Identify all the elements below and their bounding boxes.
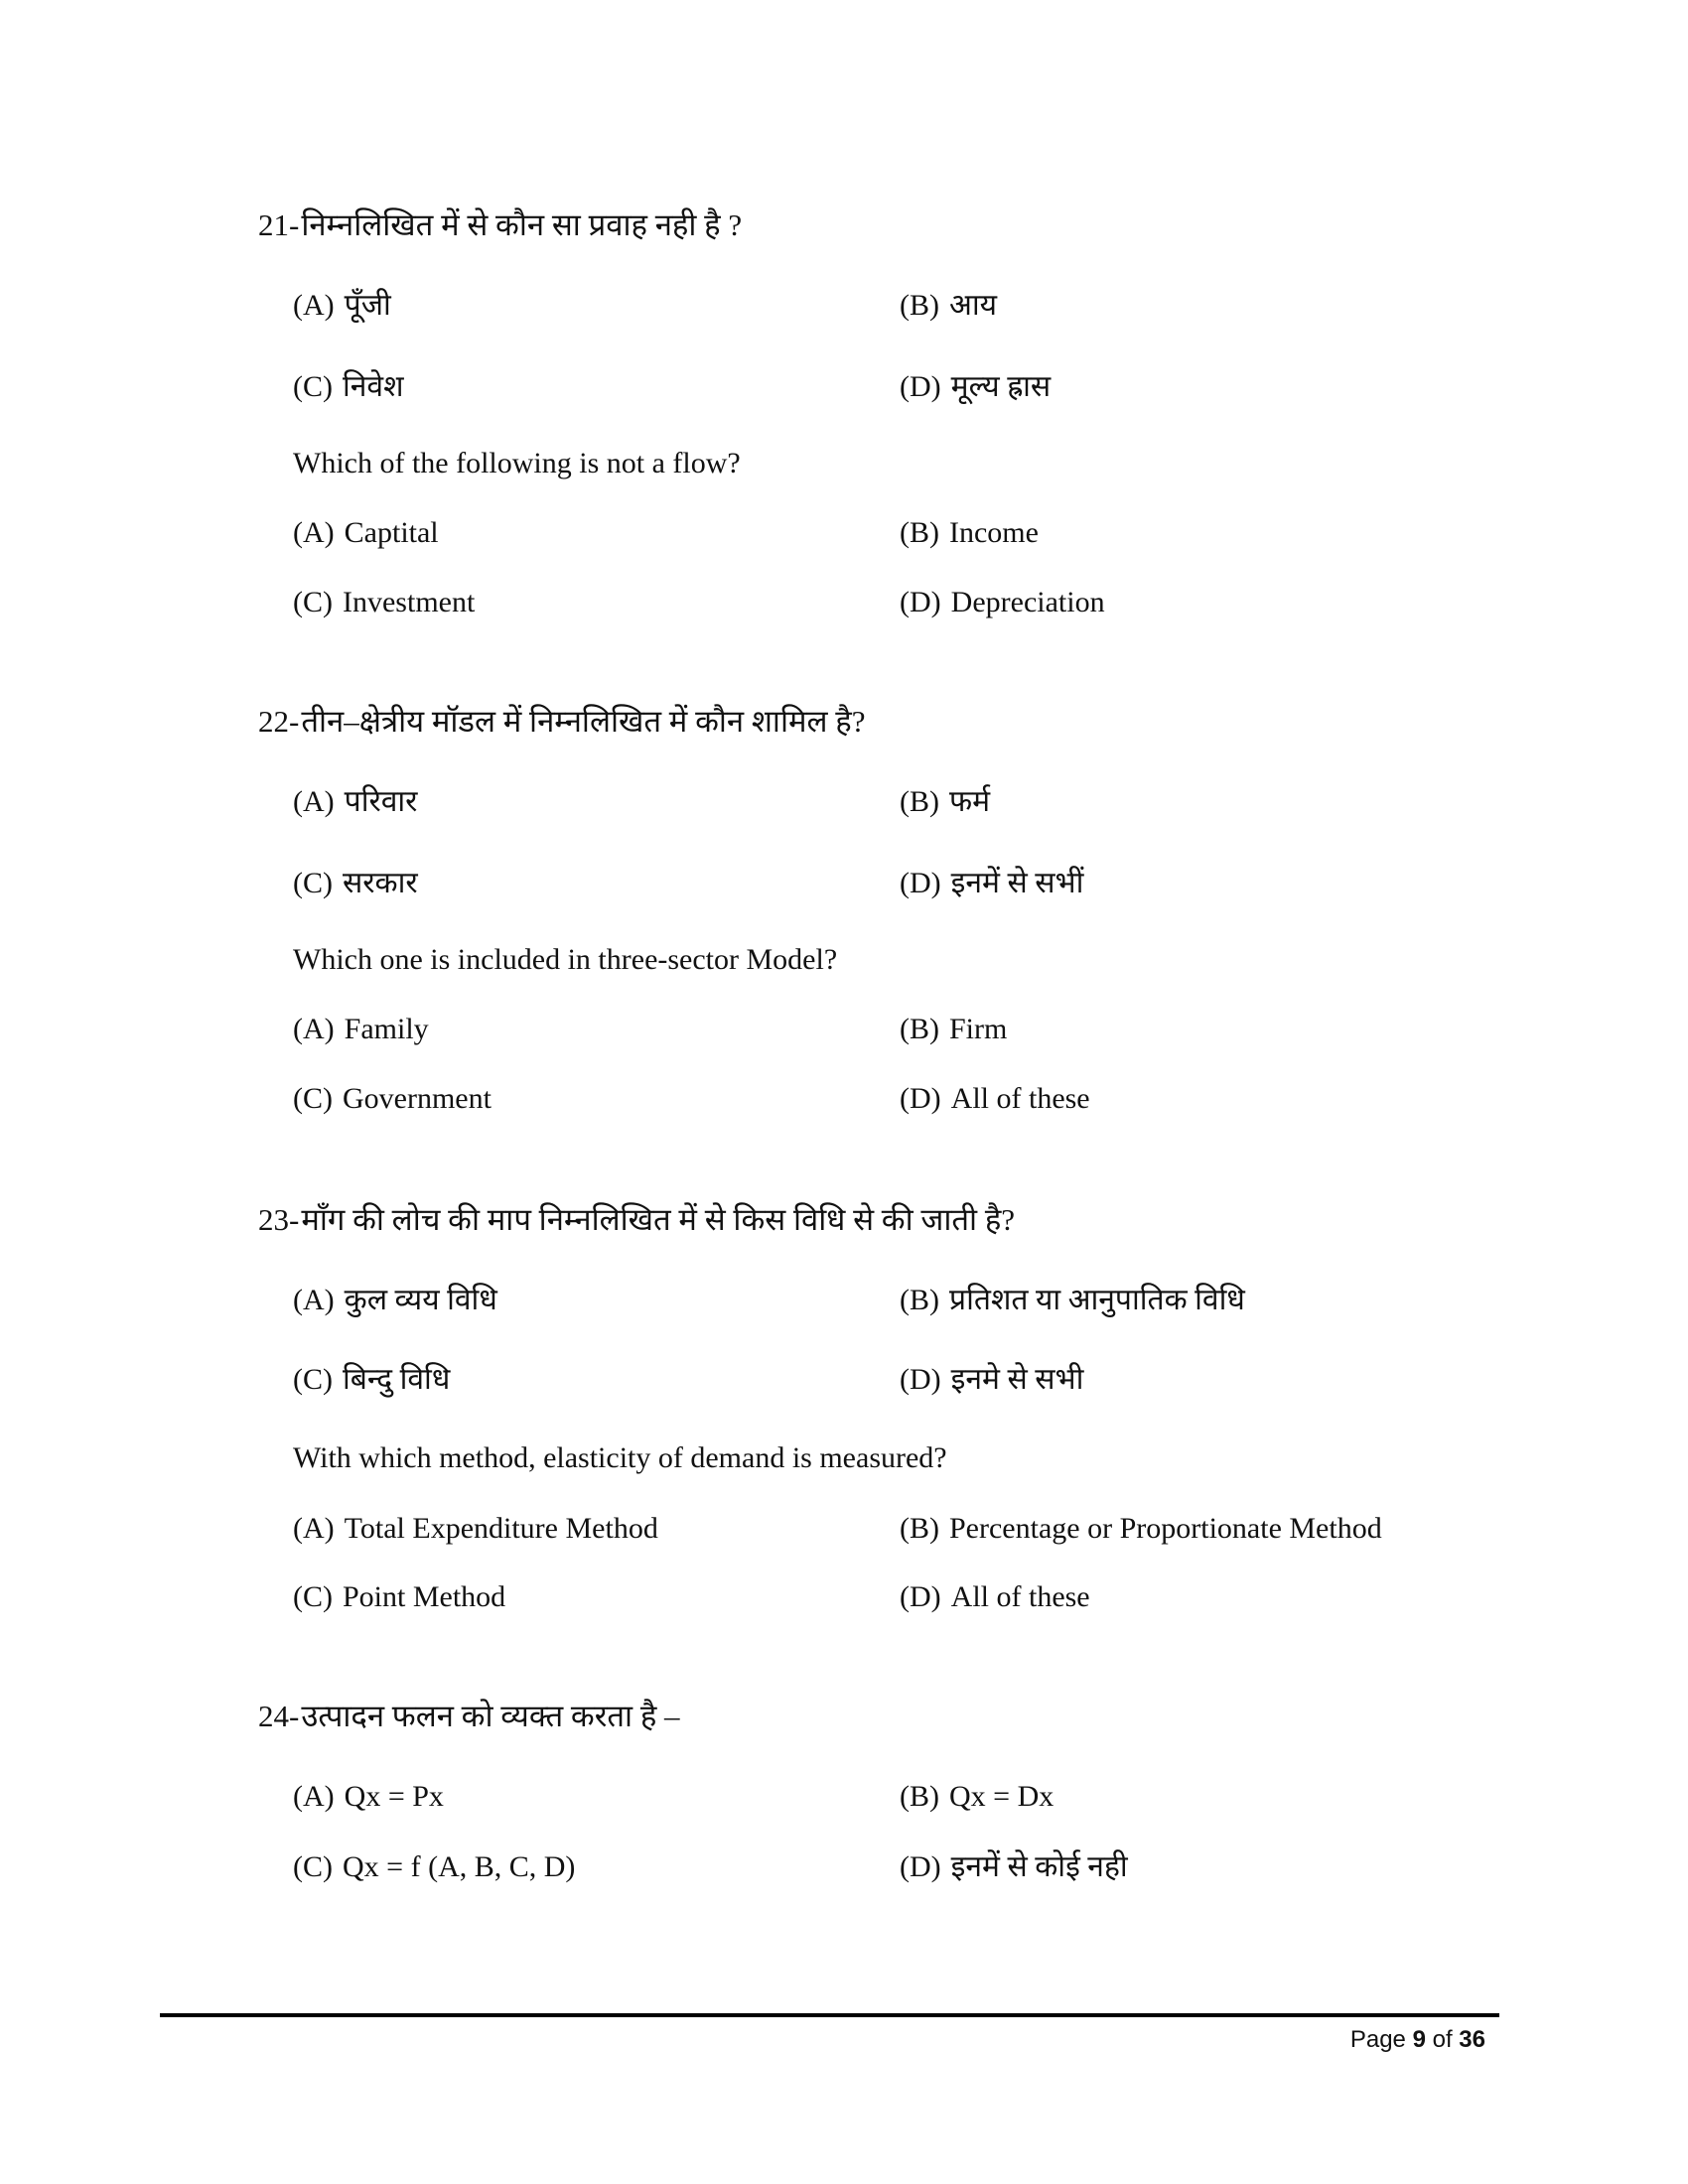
option-letter: (B): [900, 516, 939, 549]
option-letter: (C): [293, 1850, 333, 1883]
option-letter: (D): [900, 370, 941, 403]
option-text: इनमें से सभीं: [950, 867, 1084, 899]
option-b-hindi: [900, 1281, 1245, 1320]
question-english: Which of the following is not a flow?: [293, 447, 741, 479]
option-letter: (C): [293, 370, 333, 403]
option-a-hindi: [293, 286, 391, 326]
option-d-hindi: [900, 367, 1051, 407]
option-b: [900, 1777, 1054, 1817]
option-letter: (B): [900, 1284, 939, 1316]
question-hindi-text: [258, 1200, 1015, 1240]
option-text: आय: [949, 289, 998, 322]
option-text: Point Method: [343, 1580, 506, 1613]
question-24: [0, 1489, 1688, 1985]
option-text: Total Expenditure Method: [344, 1512, 658, 1545]
question-hindi-text: [258, 1697, 680, 1736]
option-letter: (C): [293, 1363, 333, 1396]
option-letter: (A): [293, 289, 335, 322]
option-a-hindi: [293, 782, 417, 822]
option-letter: (D): [900, 1363, 941, 1396]
question-hindi: उत्पादन फलन को व्यक्त करता है –: [301, 1699, 680, 1733]
option-text: Family: [344, 1013, 429, 1045]
option-letter: (D): [900, 1580, 941, 1613]
option-c-hindi: [293, 864, 418, 903]
option-letter: (A): [293, 1780, 335, 1813]
option-letter: (D): [900, 1850, 941, 1883]
option-text: निवेश: [343, 370, 404, 403]
option-letter: (B): [900, 785, 939, 818]
option-letter: (C): [293, 867, 333, 899]
question-number: 24-: [258, 1699, 300, 1733]
option-letter: (A): [293, 1013, 335, 1045]
question-21: [0, 0, 1688, 618]
question-number: 23-: [258, 1202, 300, 1237]
option-letter: (D): [900, 586, 941, 618]
option-a: [293, 1777, 444, 1817]
option-text: Qx = Dx: [949, 1780, 1055, 1813]
question-hindi-text: [258, 702, 866, 742]
option-text: कुल व्यय विधि: [344, 1284, 497, 1316]
option-a-hindi: [293, 1281, 497, 1320]
option-b-hindi: [900, 286, 997, 326]
of-label: of: [1432, 2026, 1453, 2053]
option-text: Percentage or Proportionate Method: [949, 1512, 1382, 1545]
option-c: [293, 1847, 575, 1887]
page-prefix: Page: [1349, 2026, 1406, 2053]
option-letter: (A): [293, 785, 335, 818]
option-letter: (A): [293, 1284, 335, 1316]
question-number: 21-: [258, 207, 300, 242]
option-text: Depreciation: [950, 586, 1105, 618]
option-text: प्रतिशत या आनुपातिक विधि: [949, 1284, 1245, 1316]
option-text: पूँजी: [344, 289, 391, 322]
option-text: इनमे से सभी: [950, 1363, 1084, 1396]
option-text: सरकार: [343, 867, 418, 899]
option-text: Captital: [344, 516, 439, 549]
question-english: With which method, elasticity of demand is measured?: [293, 1441, 947, 1474]
footer-divider: [160, 2013, 1499, 2017]
option-letter: (C): [293, 1082, 333, 1115]
question-hindi: निम्नलिखित में से कौन सा प्रवाह नही है ?: [301, 207, 743, 242]
option-text: Government: [343, 1082, 492, 1115]
option-letter: (D): [900, 1082, 941, 1115]
option-b-hindi: [900, 782, 990, 822]
option-d-hindi: [900, 1360, 1083, 1400]
option-c-hindi: [293, 1360, 450, 1400]
option-letter: (A): [293, 516, 335, 549]
option-text: All of these: [950, 1580, 1090, 1613]
option-d: [900, 1847, 1128, 1887]
question-hindi: माँग की लोच की माप निम्नलिखित में से किस विधि से की जाती है?: [301, 1202, 1016, 1237]
option-letter: (B): [900, 1780, 939, 1813]
option-text: Qx = f (A, B, C, D): [343, 1850, 576, 1883]
option-d-hindi: [900, 864, 1083, 903]
option-text: Investment: [343, 586, 476, 618]
option-letter: (B): [900, 289, 939, 322]
question-hindi: तीन–क्षेत्रीय मॉडल में निम्नलिखित में कौन शामिल है?: [301, 704, 866, 739]
option-c-hindi: [293, 367, 404, 407]
question-number: 22-: [258, 704, 300, 739]
option-text: मूल्य ह्रास: [950, 370, 1052, 403]
option-text: Income: [949, 516, 1039, 549]
option-letter: (D): [900, 867, 941, 899]
option-letter: (B): [900, 1512, 939, 1545]
option-text: All of these: [950, 1082, 1090, 1115]
question-english: Which one is included in three-sector Model?: [293, 943, 838, 976]
option-text: इनमें से कोई नही: [950, 1850, 1128, 1883]
question-hindi-text: [258, 205, 742, 245]
page-number: [1350, 2025, 1485, 2055]
option-letter: (A): [293, 1512, 335, 1545]
option-text: बिन्दु विधि: [343, 1363, 451, 1396]
current-page: 9: [1412, 2026, 1426, 2053]
option-text: परिवार: [344, 785, 418, 818]
question-23: [0, 993, 1688, 1613]
option-letter: (C): [293, 586, 333, 618]
option-text: फर्म: [949, 785, 991, 818]
option-text: Firm: [949, 1013, 1008, 1045]
total-pages: 36: [1459, 2026, 1485, 2053]
option-letter: (C): [293, 1580, 333, 1613]
option-letter: (B): [900, 1013, 939, 1045]
question-22: [0, 496, 1688, 1115]
option-text: Qx = Px: [344, 1780, 444, 1813]
